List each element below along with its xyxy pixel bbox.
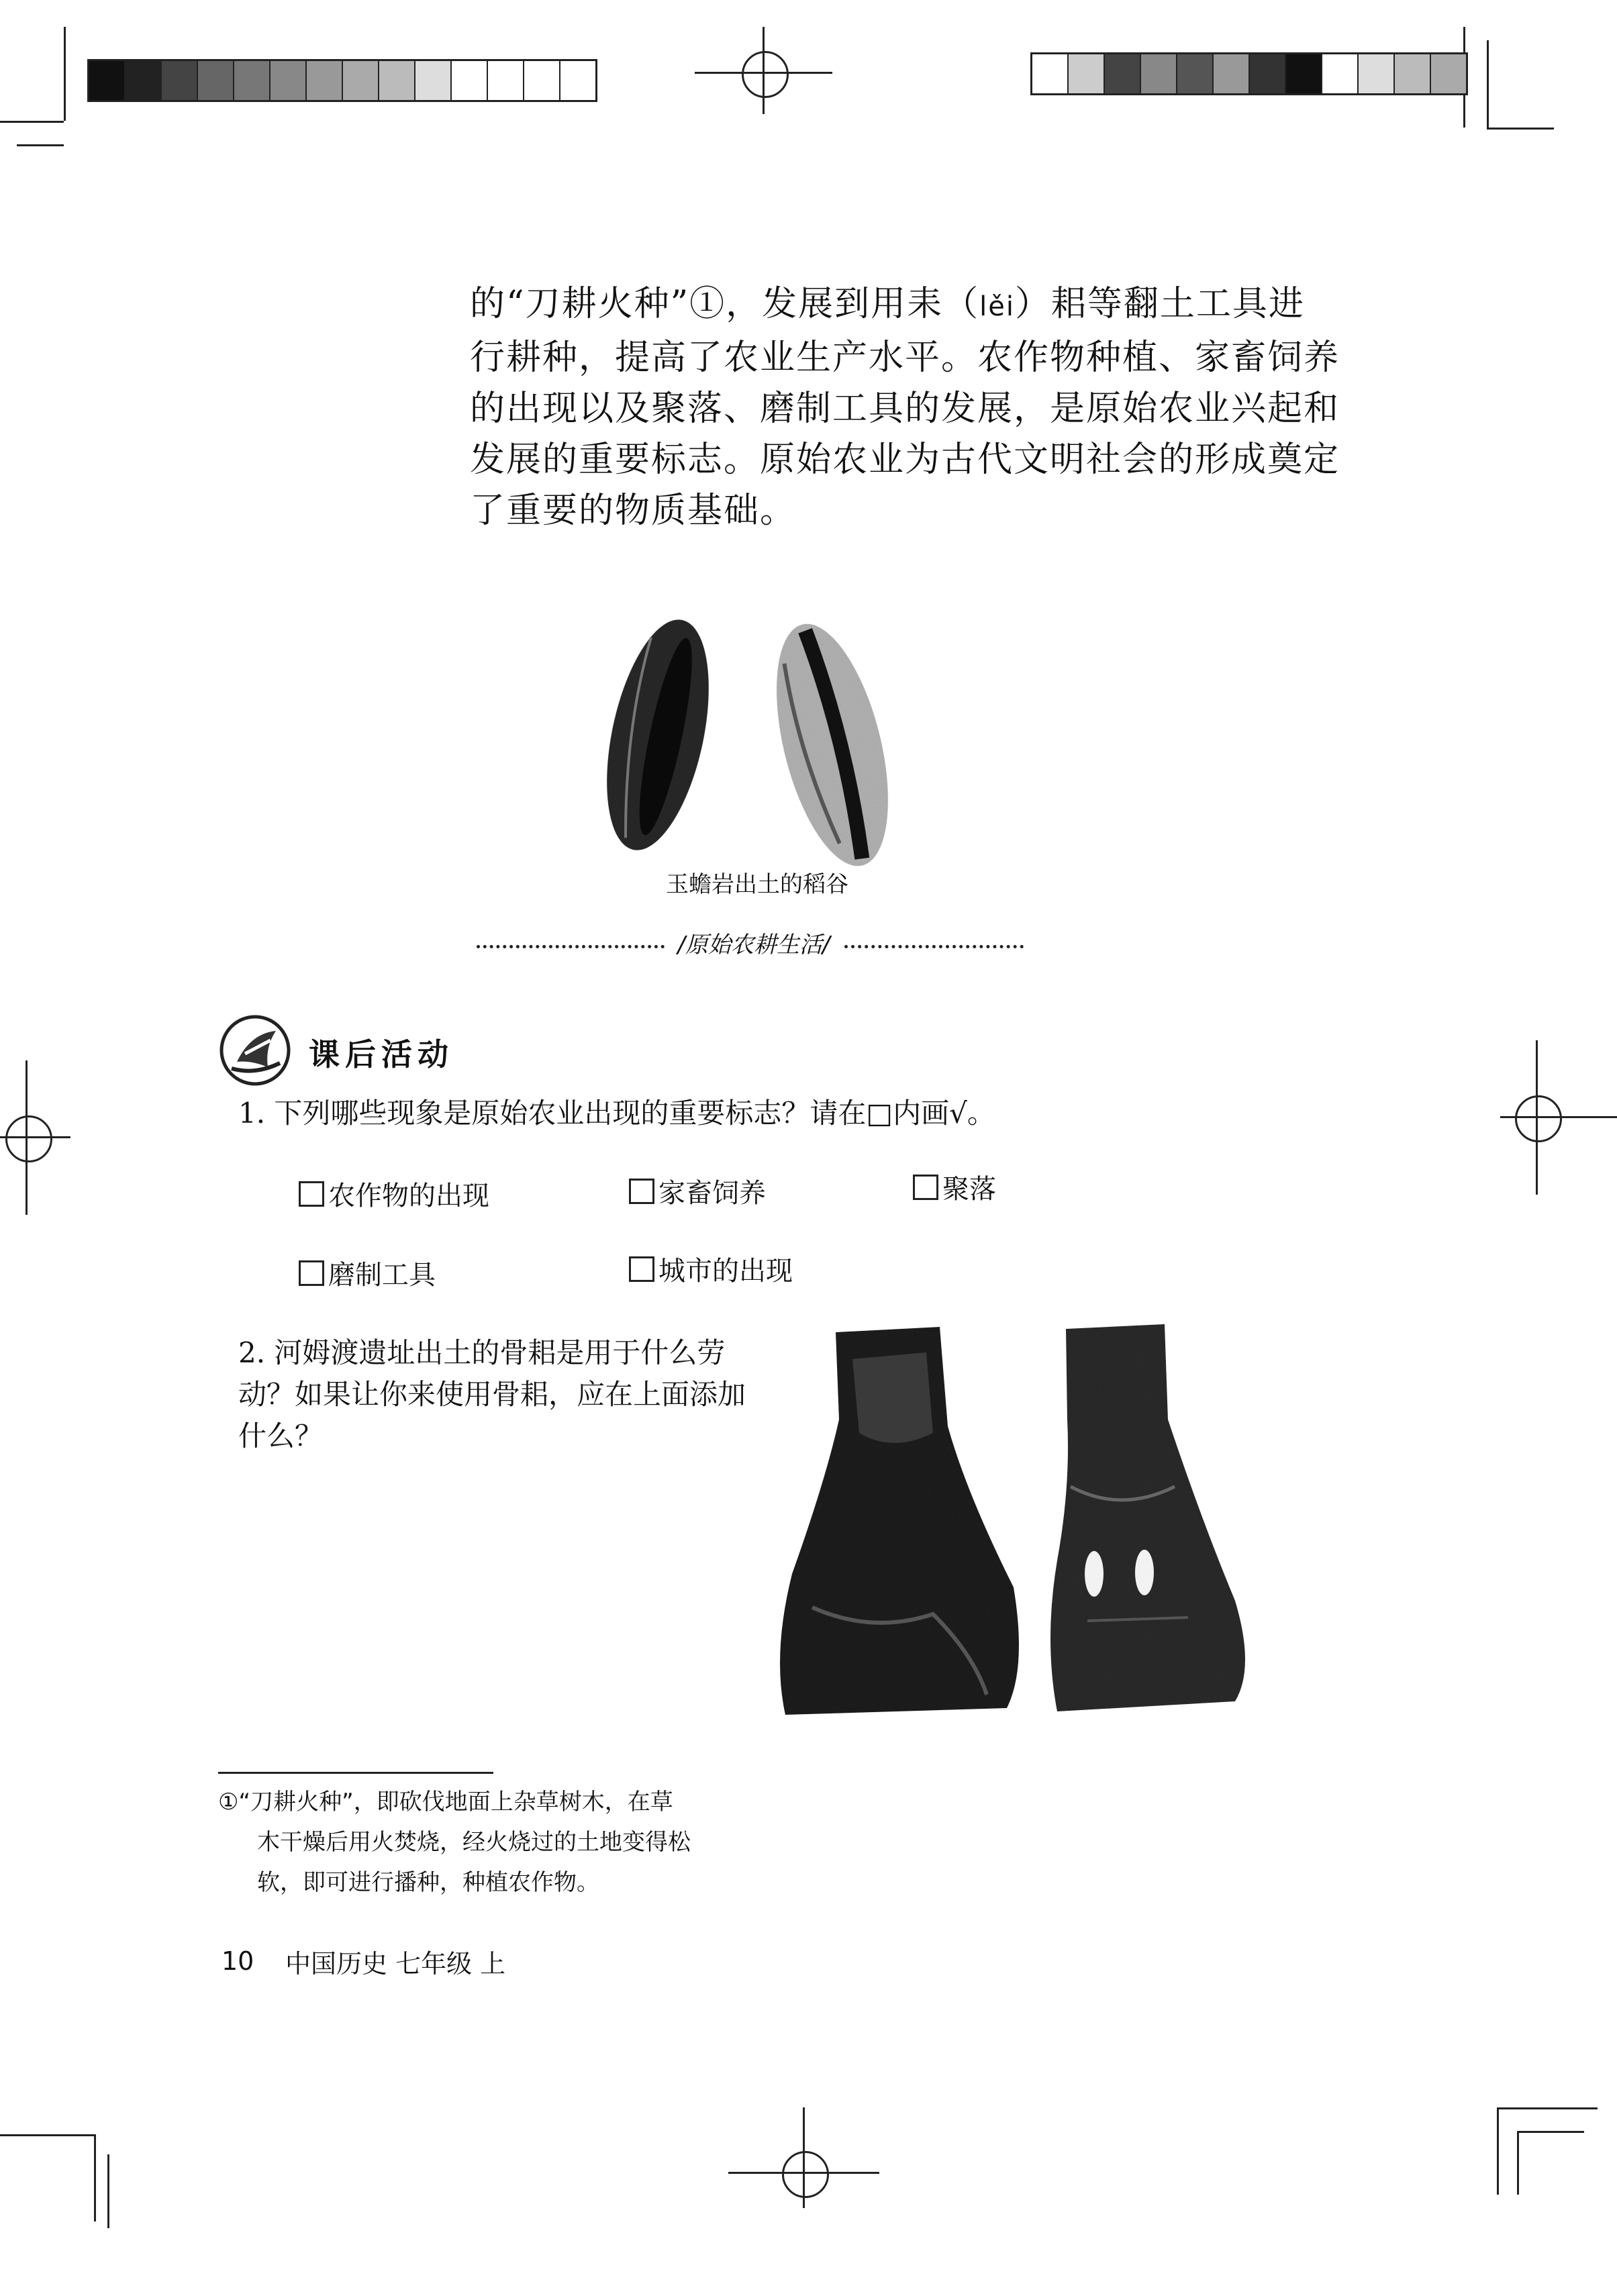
color-calibration-bar-right [1030, 52, 1468, 95]
page-number: 10 [222, 1946, 254, 1976]
footnote-line: ①“刀耕火种”，即砍伐地面上杂草树木，在草 [218, 1789, 673, 1815]
question-2 [238, 1332, 746, 1457]
option-checkbox[interactable] [629, 1256, 654, 1282]
footnote [218, 1782, 691, 1903]
rice-grain-figure [584, 601, 960, 876]
main-text-line: 行耕种，提高了农业生产水平。农作物种植、家畜饲养 [470, 338, 1340, 378]
option-settlement[interactable]: 聚落 [913, 1168, 996, 1206]
question-2-line: 2. 河姆渡遗址出土的骨耜是用于什么劳 [238, 1336, 726, 1369]
footnote-rule [218, 1772, 493, 1774]
option-checkbox[interactable] [299, 1181, 324, 1207]
divider-dots-right [844, 945, 1024, 948]
question-2-line: 什么？ [238, 1419, 324, 1452]
bone-spade-figure [772, 1319, 1269, 1735]
option-checkbox[interactable] [913, 1175, 938, 1200]
rice-grain-caption: 玉蟾岩出土的稻谷 [666, 871, 848, 898]
footnote-line: 木干燥后用火焚烧，经火烧过的土地变得松 [257, 1829, 691, 1856]
activities-title: 课后活动 [309, 1036, 454, 1072]
rice-grain-photo [584, 601, 960, 876]
question-1-prompt: 1. 下列哪些现象是原始农业出现的重要标志？请在□内画√。 [238, 1097, 995, 1130]
bone-spade-photo [772, 1319, 1269, 1735]
activities-icon [218, 1013, 292, 1087]
main-paragraph [470, 279, 1340, 536]
option-cities[interactable]: 城市的出现 [629, 1250, 793, 1288]
option-crops[interactable]: 农作物的出现 [299, 1175, 489, 1213]
divider-dots-left [477, 945, 665, 948]
main-text-line: 了重要的物质基础。 [470, 491, 797, 531]
option-checkbox[interactable] [629, 1179, 654, 1204]
color-calibration-bar-left [87, 59, 597, 102]
main-text-line: 的“刀耕火种”①，发展到用耒（lěi）耜等翻土工具进 [470, 284, 1306, 324]
main-text-line: 的出现以及聚落、磨制工具的发展，是原始农业兴起和 [470, 389, 1340, 429]
pinyin-annotation: lěi [979, 291, 1016, 322]
divider-label: /原始农耕生活/ [677, 932, 830, 958]
section-divider [477, 926, 1024, 960]
book-title: 中国历史 七年级 上 [285, 1949, 506, 1979]
question-2-line: 动？如果让你来使用骨耜，应在上面添加 [238, 1378, 746, 1411]
main-text-line: 发展的重要标志。原始农业为古代文明社会的形成奠定 [470, 440, 1340, 480]
footnote-line: 软，即可进行播种，种植农作物。 [257, 1869, 599, 1896]
option-livestock[interactable]: 家畜饲养 [629, 1172, 766, 1210]
option-polished-tools[interactable]: 磨制工具 [299, 1254, 436, 1292]
option-checkbox[interactable] [299, 1260, 324, 1286]
